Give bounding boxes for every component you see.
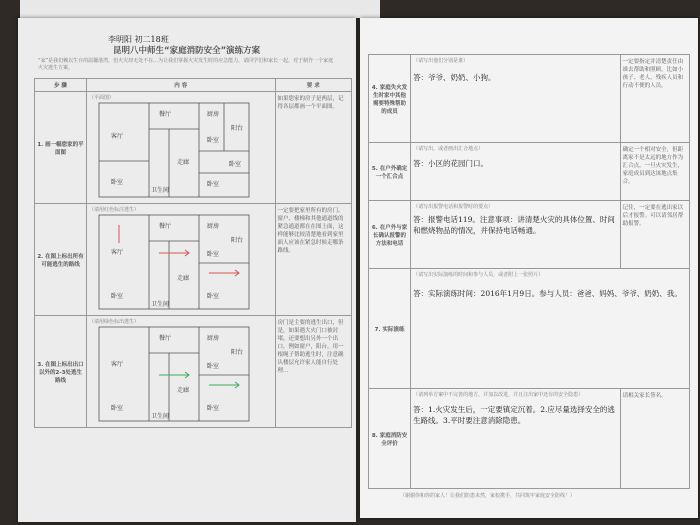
room-dining: 餐厅 — [158, 111, 171, 118]
step-6-label: 6. 在户外与家长确认报警的方法和电话 — [369, 201, 411, 269]
room-bedroom-a: 卧室 — [206, 137, 219, 144]
step-3-hint: （请用绿色标出逃生） — [88, 319, 139, 325]
room-bathroom: 卫生间 — [150, 187, 169, 194]
room-living: 客厅 — [110, 361, 123, 368]
page-title: 昆明八中师生“家庭消防安全”演练方案 — [113, 46, 261, 56]
step-6-requirement: 记住，一定要在逃出家以后才报警。可以请邻居帮助报警。 — [620, 201, 689, 269]
step-2-hint: （请用红色标注逃生） — [88, 207, 139, 213]
step-7-answer: 答：实际演练时间：2016年1月9日。参与人员：爸爸、妈妈、爷爷、奶奶、我。 — [413, 289, 682, 298]
col-requirement: 要 求 — [275, 79, 351, 92]
plan-table — [34, 78, 352, 428]
room-bedroom-c: 卧室 — [206, 405, 219, 412]
room-dining: 餐厅 — [158, 335, 171, 342]
room-bedroom-a: 卧室 — [206, 363, 219, 370]
room-kitchen: 厨房 — [206, 223, 219, 230]
step-4-hint: （请写出他们分别是谁） — [413, 58, 469, 64]
floor-plan-2 — [89, 213, 273, 313]
student-line: 李明阳 初二18班 — [108, 35, 169, 44]
step-5-answer: 答：小区的花园门口。 — [413, 159, 489, 168]
room-hallway: 走廊 — [176, 159, 189, 166]
room-balcony: 阳台 — [230, 349, 243, 356]
room-living: 客厅 — [110, 133, 123, 140]
step-6-hint: （请写出报警电话和报警时的要点） — [413, 204, 494, 210]
room-dining: 餐厅 — [158, 223, 171, 230]
left-page — [18, 18, 356, 522]
intro-text: “家”是我们赖以生存的温馨港湾，但火灾却无处不在…为让我们掌握火灾发生时的应急能力，请同学们和家长一起，对于制作一个家庭火灾逃生方案。 — [38, 58, 334, 71]
step-8-label: 8. 家庭消防安全评价 — [369, 389, 411, 489]
col-content: 内 容 — [86, 79, 275, 92]
floor-plan-1-lines — [89, 101, 269, 201]
room-hallway: 走廊 — [176, 387, 189, 394]
floor-plan-1 — [89, 101, 273, 201]
right-page — [360, 18, 698, 518]
step-5-hint: （请写出，或者画出汇合地点） — [413, 146, 484, 152]
room-bedroom-d: 卧室 — [228, 161, 241, 168]
step-1-label: 1. 画一幅您家的平面图 — [35, 92, 87, 204]
floor-plan-3 — [89, 325, 273, 425]
room-bathroom: 卫生间 — [150, 413, 169, 420]
room-kitchen: 厨房 — [206, 335, 219, 342]
step-8-hint: （请列举方案中不完善的地方，并加以改进，并且注出家中还有的安全隐患） — [413, 392, 584, 398]
step-1-requirement: 如果您家的房子是两层，记得各层都画一个平面图。 — [275, 92, 351, 204]
step-8-answer: 答：1.火灾发生后，一定要镇定沉着。2.应尽量选择安全的逃生路线。3.平时要注意消除隐患。 — [413, 405, 615, 425]
step-6-answer: 答：报警电话119。注意事项：讲清楚火灾的具体位置、时间和燃烧物品的情况，并保持电话畅通。 — [413, 215, 615, 235]
room-bedroom-b: 卧室 — [110, 293, 123, 300]
top-paper-strip — [20, 0, 380, 18]
footer-note: （谢谢你和你的家人！让我们防患未然，家校携手，共同筑牢家庭安全防线！） — [400, 493, 576, 499]
step-1-hint: （平面图） — [88, 95, 114, 101]
step-3-label: 3. 在图上标出出口以外的2-3处逃生路线 — [35, 316, 87, 428]
room-bathroom: 卫生间 — [150, 301, 169, 308]
room-living: 客厅 — [110, 249, 123, 256]
step-7-label: 7. 实际演练 — [369, 269, 411, 389]
step-4-answer: 答：爷爷、奶奶、小狗。 — [413, 73, 496, 82]
step-2-requirement: 一定要把家里所有的房门、窗户、楼梯和其他通道线的紧急通道都在在图上面，这样能够比较清楚地看到家里面人应该在紧急时候走哪条路线。 — [275, 204, 351, 316]
room-bedroom-c: 卧室 — [206, 293, 219, 300]
plan-table-continued — [368, 54, 690, 489]
room-bedroom-b: 卧室 — [110, 179, 123, 186]
room-hallway: 走廊 — [176, 275, 189, 282]
room-balcony: 阳台 — [230, 237, 243, 244]
room-bedroom-a: 卧室 — [206, 251, 219, 258]
step-7-hint: （请写出实际演练的时间和参与人员，或者附上一张照片） — [413, 272, 544, 278]
step-5-label: 5. 在户外确定一个汇合点 — [369, 143, 411, 201]
col-step: 步 骤 — [35, 79, 87, 92]
room-kitchen: 厨房 — [206, 111, 219, 118]
step-5-requirement: 确定一个相对安全，但距离家不是太远的地方作为汇合点，一旦火灾发生，家庭成员到达该地点集合。 — [620, 143, 689, 201]
step-2-label: 2. 在图上标出所有可能逃生的路线 — [35, 204, 87, 316]
step-8-requirement: 请相关家长签名。 — [620, 389, 689, 489]
step-4-requirement: 一定要指定并清楚责任由谁去帮助和照顾，比如小孩子、老人、残疾人员和行动不便的人员。 — [620, 55, 689, 143]
room-balcony: 阳台 — [230, 125, 243, 132]
room-bedroom-c: 卧室 — [206, 181, 219, 188]
room-bedroom-b: 卧室 — [110, 405, 123, 412]
step-4-label: 4. 家庭失火发生时家中其他需要特殊帮助的成员 — [369, 55, 411, 143]
step-3-requirement: 房门是主要的逃生出口，但是，如果遇大火门口被封堵，还要想出另外一个出口，例如窗户，阳台。用一根绳子帮助逃生时，注意确认楼层允许家人能自行处理… — [275, 316, 351, 428]
